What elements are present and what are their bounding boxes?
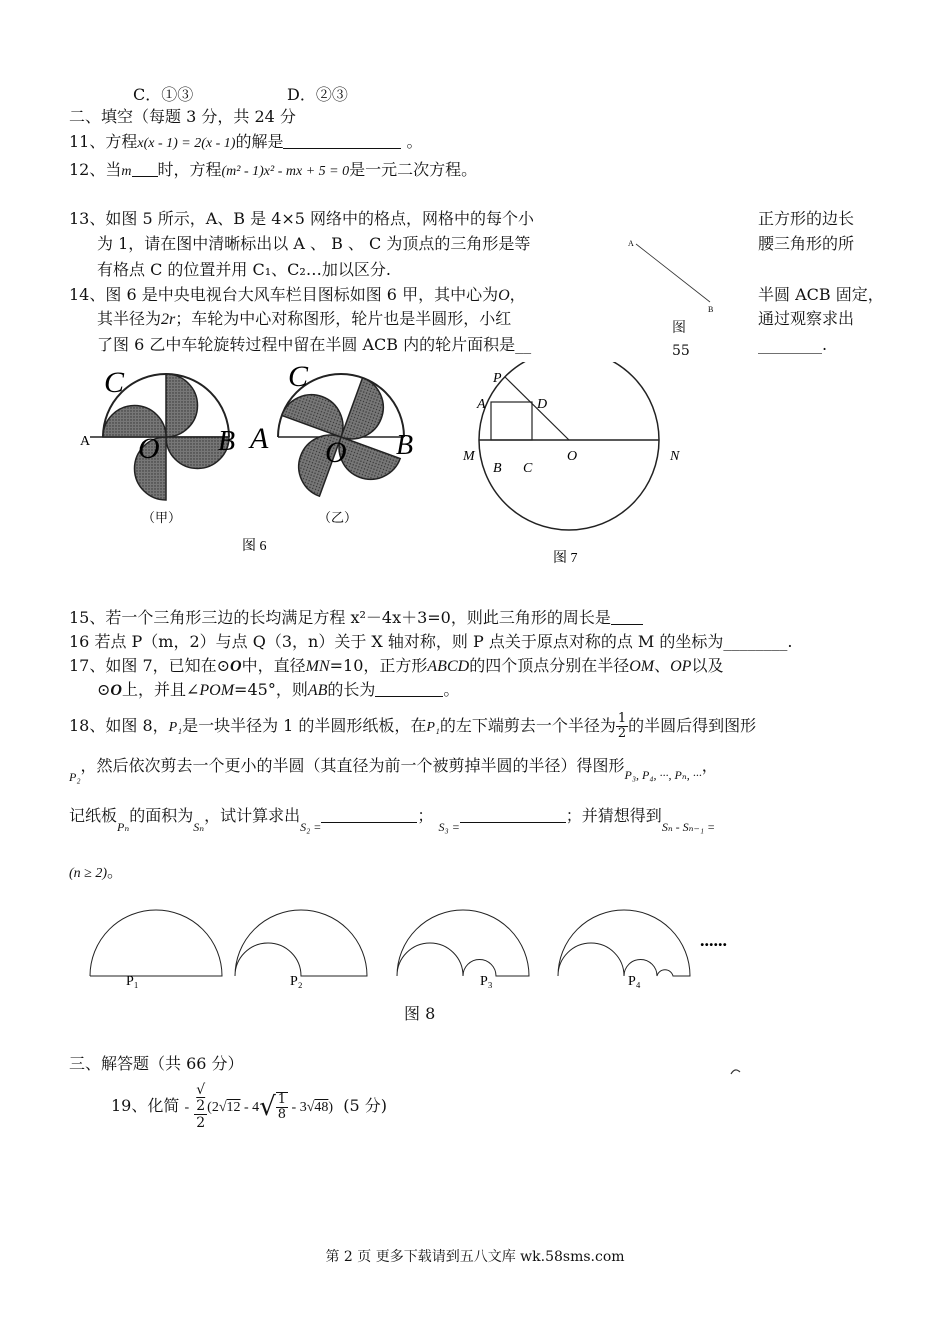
fig8-label-p3: P₃	[480, 974, 493, 989]
figure-6	[70, 362, 450, 562]
question-14-line2-right: 通过观察求出	[758, 309, 855, 328]
question-18-line3: 记纸板$_{P_n}$的面积为$_{S_n}$，试计算求出$_{S_2 =}$； $_{S_3 =}$；并猜想得到$_{S_n - S_{n-1} =}$	[69, 806, 716, 834]
semicircle-p3	[397, 910, 529, 976]
fig7-m: M	[463, 449, 475, 464]
fig7-d: D	[537, 397, 548, 412]
fig6-right-b: B	[396, 430, 414, 461]
question-18-line4: (n ≥ 2)。	[69, 862, 124, 881]
question-12: 12、当m 时，方程(m² - 1)x² - mx + 5 = 0是一元二次方程。	[69, 160, 478, 179]
question-14-line1-right: 半圆 ACB 固定，	[758, 285, 884, 304]
fig7-p: P	[493, 371, 502, 386]
fig8-dots: ......	[700, 930, 727, 950]
figure-5	[620, 230, 730, 320]
section2-title: 二、填空（每题 3 分，共 24 分	[69, 107, 296, 126]
figure-8	[80, 898, 760, 998]
question-19: 19、化简 - √ 2 2 (2√12 - 4√ $\frac{1}{8}$ - 3√48) (5 分)	[111, 1082, 388, 1131]
fig6-left-b: B	[218, 426, 236, 457]
question-18-line2: $_{P_2}$，然后依次剪去一个更小的半圆（其直径为前一个被剪掉半圆的半径）得图形$_{P_3, P_4, \cdot\cdot\cdot, P_n, \cdot\cdot\cdot}$，	[69, 756, 718, 784]
fig8-caption: 图 8	[404, 1004, 436, 1023]
question-13-line3: 有格点 C 的位置并用 C₁、C₂…加以区分.	[97, 260, 391, 279]
question-13-line1-right: 正方形的边长	[758, 209, 855, 228]
semicircle-p4	[558, 910, 690, 976]
question-17-line1: 17、如图 7，已知在⊙O中，直径MN=10，正方形ABCD的四个顶点分别在半径OM、OP以及	[69, 656, 724, 675]
figure-7	[455, 362, 715, 572]
question-17-line2: ⊙O上，并且∠POM=45°，则AB的长为 。	[97, 680, 460, 699]
fig6-right-a: A	[250, 422, 269, 455]
segment-ab	[636, 244, 710, 302]
question-14-line3: 了图 6 乙中车轮旋转过程中留在半圆 ACB 内的轮片面积是__	[97, 335, 532, 354]
fig5-caption: 图	[672, 320, 686, 336]
fig8-label-p4: P₄	[628, 974, 641, 989]
page-footer: 第 2 页 更多下载请到五八文库 wk.58sms.com	[325, 1249, 625, 1265]
stray-mark	[729, 1066, 743, 1076]
fig7-n: N	[670, 449, 680, 464]
fig5-point-b: B	[708, 305, 714, 314]
question-14-line1: 14、图 6 是中央电视台大风车栏目图标如图 6 甲，其中心为O，	[69, 285, 526, 304]
fig7-c: C	[523, 461, 533, 476]
question-14-line2: 其半径为2r；车轮为中心对称图形，轮片也是半圆形，小红	[97, 309, 512, 328]
fig7-caption: 图 7	[553, 551, 578, 566]
question-14-line3-right: ________.	[758, 335, 828, 354]
fig8-label-p2: P₂	[290, 974, 303, 989]
fig7-o: O	[567, 449, 578, 464]
question-13-line1: 13、如图 5 所示，A、B 是 4×5 网络中的格点，网格中的每个小	[69, 209, 535, 228]
fig6-left-a: A	[80, 434, 91, 449]
question-18-line1: 18、如图 8，P₁是一块半径为 1 的半圆形纸板，在P₁的左下端剪去一个半径为 $\frac{1}{2}$ 的半圆后得到图形	[69, 711, 757, 741]
semicircle-p2	[235, 910, 367, 976]
question-15: 15、若一个三角形三边的长均满足方程 x²－4x＋3=0，则此三角形的周长是	[69, 607, 643, 629]
question-11: 11、方程x(x - 1) = 2(x - 1)的解是 。	[69, 132, 423, 151]
fig6-left-c: C	[104, 366, 125, 399]
fig6-right-caption: （乙）	[318, 510, 358, 525]
question-13-line2: 为 1，请在图中清晰标出以 A 、 B 、 C 为顶点的三角形是等	[97, 234, 531, 253]
semicircle-p1	[90, 910, 222, 976]
question-16: 16 若点 P（m，2）与点 Q（3，n）关于 X 轴对称，则 P 点关于原点对称的点 M 的坐标为________.	[69, 632, 793, 651]
fig6-caption: 图 6	[242, 539, 267, 554]
fig6-left-o: O	[138, 432, 160, 465]
fig5-point-a: A	[628, 239, 634, 248]
section3-title: 三、解答题（共 66 分）	[69, 1054, 244, 1073]
fig5-caption-number: 55	[672, 343, 690, 359]
fig6-right-o: O	[325, 436, 347, 469]
fig6-left-caption: （甲）	[142, 510, 182, 525]
fig7-b: B	[493, 461, 502, 476]
fig8-label-p1: P₁	[126, 974, 139, 989]
fig6-right-c: C	[288, 362, 309, 393]
option-d: D．②③	[287, 85, 348, 104]
question-13-line2-right: 腰三角形的所	[758, 234, 855, 253]
option-c: C．①③	[133, 85, 194, 104]
fig7-a: A	[477, 397, 486, 412]
